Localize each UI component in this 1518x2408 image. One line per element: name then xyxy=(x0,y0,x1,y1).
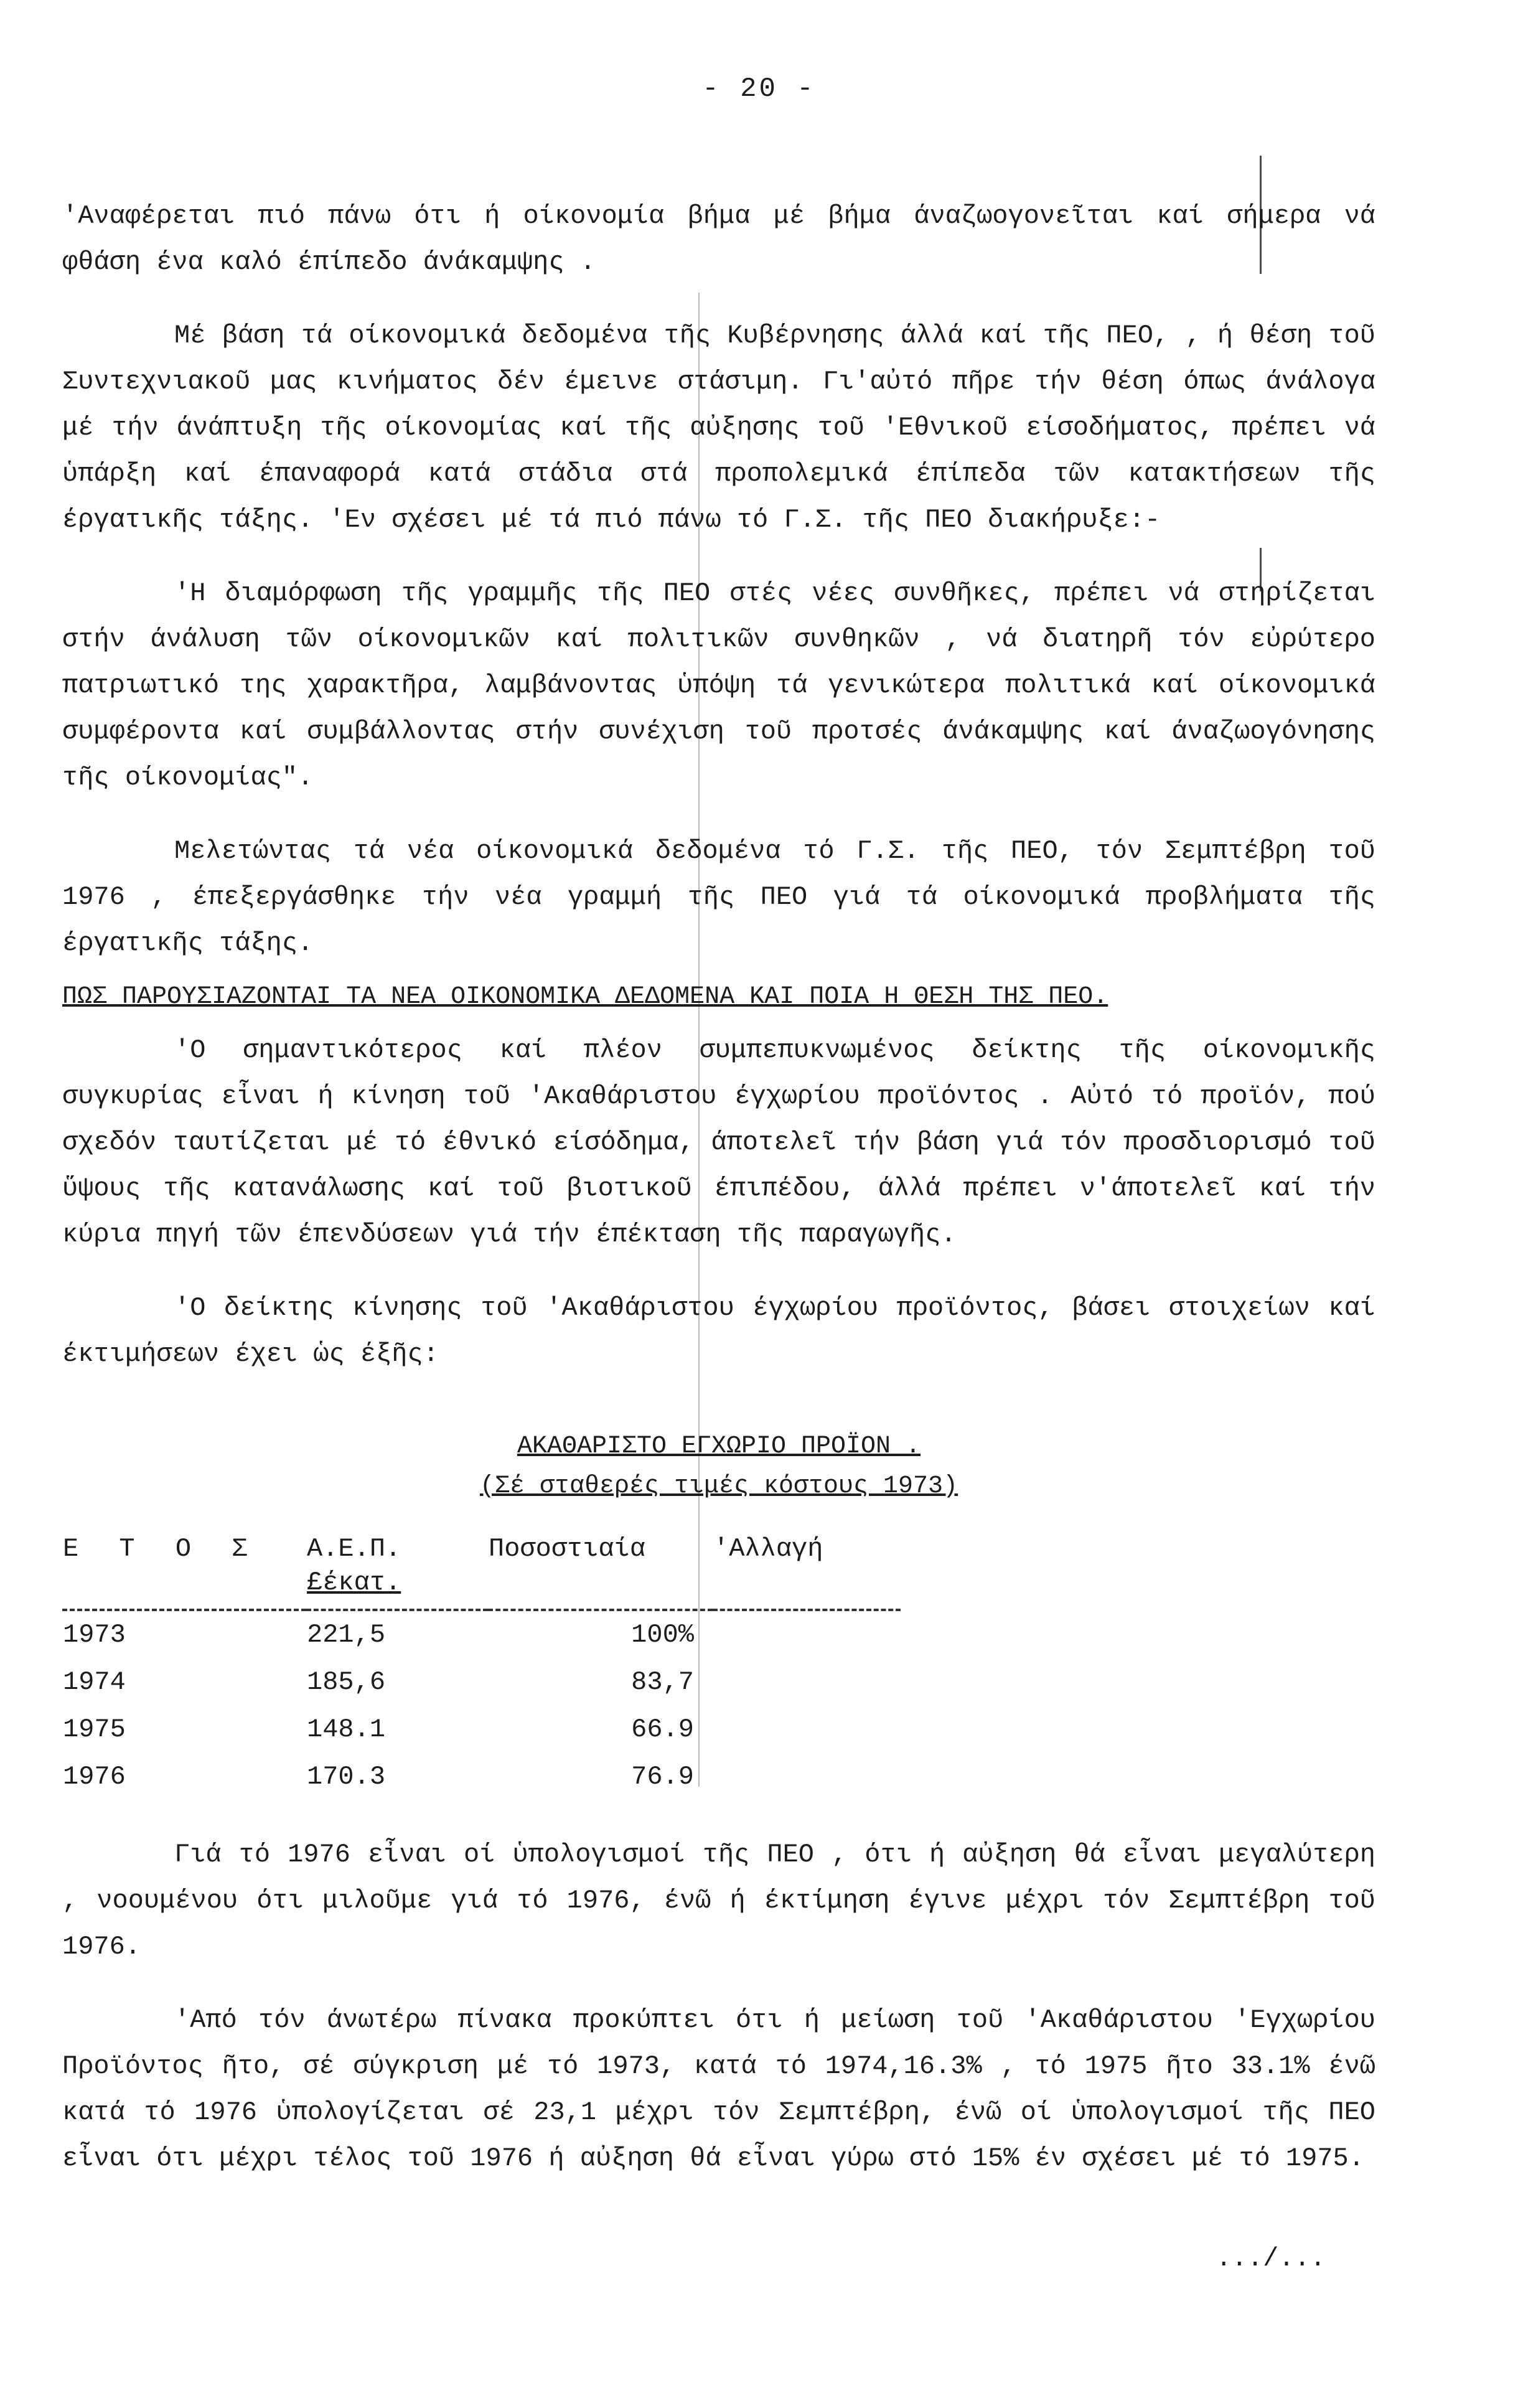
section-heading: ΠΩΣ ΠΑΡΟΥΣΙΑΖΟΝΤΑΙ ΤΑ ΝΕΑ ΟΙΚΟΝΟΜΙΚΑ ΔΕΔΟΜΕΝΑ ΚΑΙ ΠΟΙΑ Η ΘΕΣΗ ΤΗΣ ΠΕΟ. xyxy=(62,983,1108,1011)
cell-gdp: 221,5 xyxy=(307,1620,386,1650)
header-change: 'Αλλαγή xyxy=(713,1534,823,1564)
paragraph-4: Μελετώντας τά νέα οίκονομικά δεδομένα τό Γ.Σ. τῆς ΠΕΟ, τόν Σεμπτέβρη τοῦ 1976 , έπεξεργάσθηκε τήν νέα γραμμή τῆς ΠΕΟ γιά τά οίκονομικά προβλήματα τῆς έργατικῆς τάξης. xyxy=(62,836,1375,958)
table-subtitle-text: (Σέ σταθερές τιμές κόστους 1973) xyxy=(479,1472,958,1500)
paragraph-6: 'Ο δείκτης κίνησης τοῦ 'Ακαθάριστου έγχωρίου προϊόντος, βάσει στοιχείων καί έκτιμήσεων έχει ὡς έξῆς: xyxy=(62,1293,1375,1369)
table-row xyxy=(62,1706,901,1753)
page-number: - 20 - xyxy=(702,73,816,105)
cell-gdp: 148.1 xyxy=(307,1714,386,1744)
table-header-row xyxy=(62,1531,901,1600)
document-body xyxy=(62,193,1375,2274)
table-row xyxy=(62,1610,901,1658)
header-year: Ε Τ Ο Σ xyxy=(63,1534,260,1564)
cell-percent: 66.9 xyxy=(631,1714,694,1744)
table-row xyxy=(62,1753,901,1800)
cell-percent: 100% xyxy=(631,1620,694,1650)
cell-year: 1975 xyxy=(63,1714,126,1744)
header-percent: Ποσοστιαία xyxy=(489,1534,646,1564)
cell-year: 1973 xyxy=(63,1620,126,1650)
paragraph-2: Μέ βάση τά οίκονομικά δεδομένα τῆς Κυβέρνησης άλλά καί τῆς ΠΕΟ, , ή θέση τοῦ Συντεχνιακοῦ μας κινήματος δέν έμεινε στάσιμη. Γι'αὐτό πῆρε τήν θέση όπως άνάλογα μέ τήν άνάπτυξη τῆς οίκονομίας καί τῆς αὐξησης τοῦ 'Εθνικοῦ είσοδήματος, πρέπει νά ὑπάρξη καί έπαναφορά κατά στάδια στά προπολεμικά έπίπεδα τῶν κατακτήσεων τῆς έργατικῆς τάξης. 'Εν σχέσει μέ τά πιό πάνω τό Γ.Σ. τῆς ΠΕΟ διακήρυξε:- xyxy=(62,321,1375,535)
cell-year: 1976 xyxy=(63,1762,126,1792)
gdp-table xyxy=(62,1531,901,1800)
header-gdp: Α.Ε.Π. xyxy=(307,1534,401,1564)
cell-gdp: 185,6 xyxy=(307,1667,386,1697)
paragraph-5: 'Ο σημαντικότερος καί πλέον συμπεπυκνωμένος δείκτης τῆς οίκονομικῆς συγκυρίας εἶναι ή κίνηση τοῦ 'Ακαθάριστου έγχωρίου προϊόντος . Αὐτό τό προϊόν, πού σχεδόν ταυτίζεται μέ τό έθνικό είσόδημα, άποτελεῖ τήν βάση γιά τόν προσδιορισμό τοῦ ὕψους τῆς κατανάλωσης καί τοῦ βιοτικοῦ έπιπέδου, άλλά πρέπει ν'άποτελεῖ καί τήν κύρια πηγή τῶν έπενδύσεων γιά τήν έπέκταση τῆς παραγωγῆς. xyxy=(62,1035,1375,1249)
header-gdp-unit: £έκατ. xyxy=(307,1568,401,1597)
cell-percent: 83,7 xyxy=(631,1667,694,1697)
cell-gdp: 170.3 xyxy=(307,1762,386,1792)
table-row xyxy=(62,1658,901,1706)
continuation-mark: .../... xyxy=(1216,2244,1326,2274)
table-subtitle xyxy=(62,1467,1375,1507)
paragraph-8: 'Από τόν άνωτέρω πίνακα προκύπτει ότι ή μείωση τοῦ 'Ακαθάριστου 'Εγχωρίου Προϊόντος ῆτο, σέ σύγκριση μέ τό 1973, κατά τό 1974,16.3% , τό 1975 ῆτο 33.1% ένῶ κατά τό 1976 ὑπολογίζεται σέ 23,1 μέχρι τόν Σεμπτέβρη, ένῶ οί ὑπολογισμοί τῆς ΠΕΟ εἶναι ότι μέχρι τέλος τοῦ 1976 ή αὐξηση θά εἶναι γύρω στό 15% έν σχέσει μέ τό 1975. xyxy=(62,2005,1375,2173)
quote-paragraph: 'Η διαμόρφωση τῆς γραμμῆς τῆς ΠΕΟ στές νέες συνθῆκες, πρέπει νά στηρίζεται στήν άνάλυση τῶν οίκονομικῶν καί πολιτικῶν συνθηκῶν , νά διατηρῆ τόν εὐρύτερο πατριωτικό της χαρακτῆρα, λαμβάνοντας ὑπόψη τά γενικώτερα πολιτικά καί οίκονομικά συμφέροντα καί συμβάλλοντας στήν συνέχιση τοῦ προτσές άνάκαμψης καί άναζωογόνησης τῆς οίκονομίας". xyxy=(62,578,1375,792)
cell-percent: 76.9 xyxy=(631,1762,694,1792)
cell-year: 1974 xyxy=(63,1667,126,1697)
paragraph-7: Γιά τό 1976 εἶναι οί ὑπολογισμοί τῆς ΠΕΟ , ότι ή αὐξηση θά εἶναι μεγαλύτερη , νοουμένου ότι μιλοῦμε γιά τό 1976, ένῶ ή έκτίμηση έγινε μέχρι τόν Σεμπτέβρη τοῦ 1976. xyxy=(62,1840,1375,1962)
paragraph-1: 'Αναφέρεται πιό πάνω ότι ή οίκονομία βήμα μέ βήμα άναζωογονεῖται καί σήμερα νά φθάση ένα καλό έπίπεδο άνάκαμψης . xyxy=(62,201,1375,277)
table-rule xyxy=(62,1600,901,1610)
table-title-text: ΑΚΑΘΑΡΙΣΤΟ ΕΓΧΩΡΙΟ ΠΡΟΪΟΝ . xyxy=(517,1432,921,1460)
table-title xyxy=(62,1427,1375,1467)
